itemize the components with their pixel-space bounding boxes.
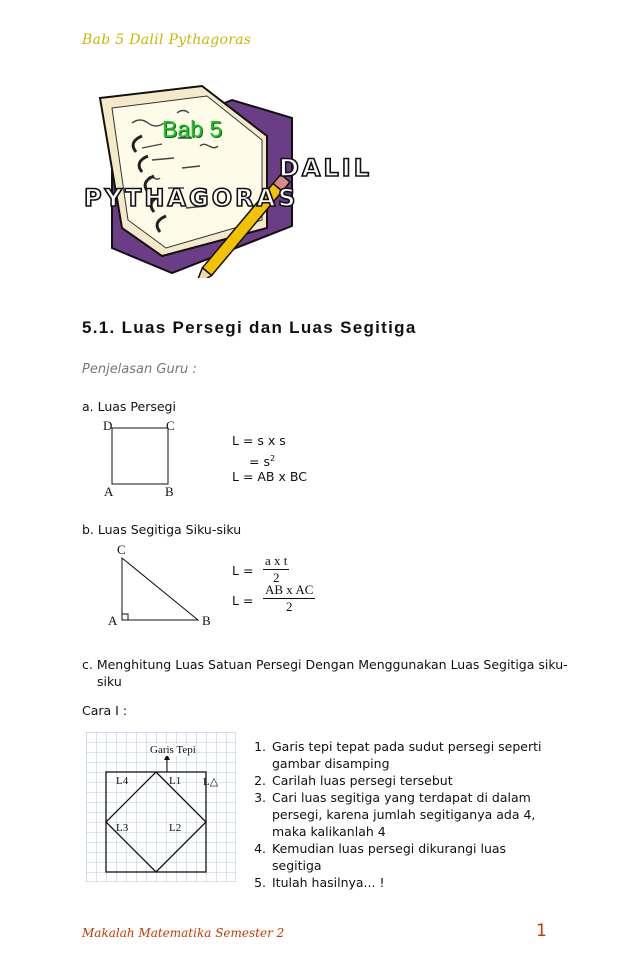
triangle-area-label: L△: [203, 776, 219, 788]
triangle-formula-2-prefix: L =: [232, 593, 254, 608]
section-title: 5.1. Luas Persegi dan Luas Segitiga: [82, 318, 417, 337]
teacher-explanation-label: Penjelasan Guru :: [82, 362, 197, 377]
part-c-label-line2: siku: [97, 674, 122, 689]
cover-bab-label: Bab 5: [162, 116, 223, 142]
vertex-b: B: [165, 484, 174, 499]
cover-word-dalil: DALIL: [279, 154, 373, 182]
triangle-formula-1-prefix: L =: [232, 563, 254, 578]
frac2-denominator: 2: [285, 599, 293, 614]
page-header: Bab 5 Dalil Pythagoras: [82, 32, 252, 48]
region-l1-label: L1: [169, 775, 182, 787]
tri-vertex-b: B: [202, 613, 211, 628]
step-item: 1. Garis tepi tepat pada sudut persegi seperti gambar disamping: [270, 738, 552, 772]
square-formula-2-base: = s: [249, 454, 270, 470]
step-item: 3. Cari luas segitiga yang terdapat di dalam persegi, karena jumlah segitiganya ada 4, maka kalikanlah 4: [270, 789, 552, 840]
frac2-numerator: AB x AC: [265, 582, 314, 597]
square-formula-2-exp: 2: [269, 454, 276, 463]
part-c-label-line1: c. Menghitung Luas Satuan Persegi Dengan Menggunakan Luas Segitiga siku-: [82, 657, 568, 672]
frac1-denominator: 2: [272, 570, 280, 585]
step-item: 2. Carilah luas persegi tersebut: [270, 772, 552, 789]
vertex-d: D: [103, 418, 113, 433]
vertex-c: C: [166, 418, 175, 433]
triangle-diagram: [105, 540, 225, 632]
region-l4-label: L4: [116, 775, 129, 787]
page-footer: Makalah Matematika Semester 2: [82, 926, 285, 940]
square-formula-3: L = AB x BC: [232, 469, 307, 484]
part-a-label: a. Luas Persegi: [82, 399, 176, 414]
garis-tepi-label: Garis Tepi: [150, 744, 196, 756]
vertex-a: A: [104, 484, 114, 499]
step-item: 4. Kemudian luas persegi dikurangi luas segitiga: [270, 840, 552, 874]
frac1-numerator: a x t: [265, 553, 288, 568]
tri-vertex-a: A: [108, 613, 118, 628]
cover-word-pythagoras: PYTHAGORAS: [84, 184, 299, 212]
step-item: 5. Itulah hasilnya... !: [270, 874, 552, 891]
steps-list: [252, 738, 552, 891]
square-formula-1: L = s x s: [232, 433, 286, 448]
grid-diagram: [86, 732, 236, 882]
tri-vertex-c: C: [117, 542, 126, 557]
page-number: 1: [536, 921, 547, 941]
part-b-label: b. Luas Segitiga Siku-siku: [82, 522, 242, 537]
method-label: Cara I :: [82, 703, 128, 718]
triangle-formula-2-fraction: [263, 582, 315, 615]
region-l2-label: L2: [169, 822, 182, 834]
region-l3-label: L3: [116, 822, 129, 834]
square-diagram: [97, 420, 187, 500]
